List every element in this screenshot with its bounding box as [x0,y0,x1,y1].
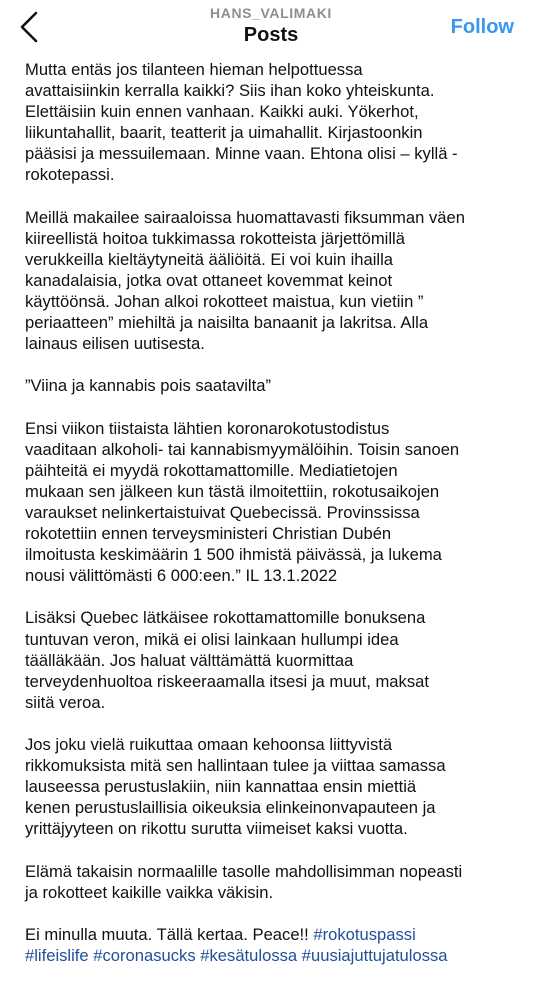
follow-button[interactable]: Follow [450,16,514,38]
caption-closing [25,924,535,966]
caption-closing-text: Ei minulla muuta. Tällä kertaa. Peace!! [25,924,314,944]
caption-paragraph: Meillä makailee sairaaloissa huomattavasti fiksumman väen kiireellistä hoitoa tukkimassa rokotteista järjettömillä verukkeilla kieltäytyneitä ääliöitä. Ei voi kuin ihailla kanadalaisia, jotka ovat ottaneet kovemmat keinot käyttöönsä. Johan alkoi rokotteet maistua, kun vietiin ” periaatteen” miehiltä ja naisilta banaanit ja lakritsa. Alla lainaus eilisen uutisesta. [25,207,465,354]
post-caption [25,59,535,966]
page-title: Posts [243,24,299,46]
caption-paragraph: Mutta entäs jos tilanteen hieman helpottuessa avattaisiinkin kerralla kaikki? Siis ihan koko yhteiskunta. Elettäisiin kuin ennen vanhaan. Kaikki auki. Yökerhot, liikuntahallit, baarit, teatterit ja uimahallit. Kirjastoonkin pääsisi ja messuilemaan. Minne vaan. Ehtona olisi – kyllä - rokotepassi. [25,60,458,185]
hashtag-link[interactable]: #lifeislife [25,945,89,965]
caption-paragraph: Ensi viikon tiistaista lähtien koronarokotustodistus vaaditaan alkoholi- tai kannabismyymälöihin. Toisin sanoen päihteitä ei myydä rokottamattomille. Mediatietojen mukaan sen jälkeen kun tästä ilmoitettiin, rokotusaikojen varaukset nelinkertaistuivat Quebecissä. Provinssissa rokotettiin ennen terveysministeri Christian Dubén ilmoitusta keskimäärin 1 500 ihmistä päivässä, ja lukema nousi välittömästi 6 000:een.” IL 13.1.2022 [25,418,460,586]
caption-paragraph: Elämä takaisin normaalille tasolle mahdollisimman nopeasti ja rokotteet kaikille vaikka väkisin. [25,861,463,902]
caption-paragraph: ”Viina ja kannabis pois saatavilta” [25,376,271,396]
caption-paragraph: Lisäksi Quebec lätkäisee rokottamattomille bonuksena tuntuvan veron, mikä ei olisi lainkaan hullumpi idea täälläkään. Jos haluat välttämättä kuormittaa terveydenhuoltoa riskeeraamalla itsesi ja muut, maksat siitä veroa. [25,608,429,712]
hashtag-link[interactable]: #uusiajuttujatulossa [301,945,448,965]
top-bar [0,0,542,56]
hashtag-link[interactable]: #coronasucks [93,945,196,965]
header-username: HANS_VALIMAKI [210,5,332,21]
hashtag-link[interactable]: #kesätulossa [200,945,298,965]
hashtag-link[interactable]: #rokotuspassi [313,924,416,944]
caption-paragraph: Jos joku vielä ruikuttaa omaan kehoonsa liittyvistä rikkomuksista mitä sen hallintaan tulee ja viittaa samassa lauseessa perustuslakiin, niin kannattaa ensin miettiä kenen perustuslaillisia oikeuksia elinkeinonvapauteen ja yrittäjyyteen on rikottu surutta viimeiset kaksi vuotta. [25,735,446,839]
